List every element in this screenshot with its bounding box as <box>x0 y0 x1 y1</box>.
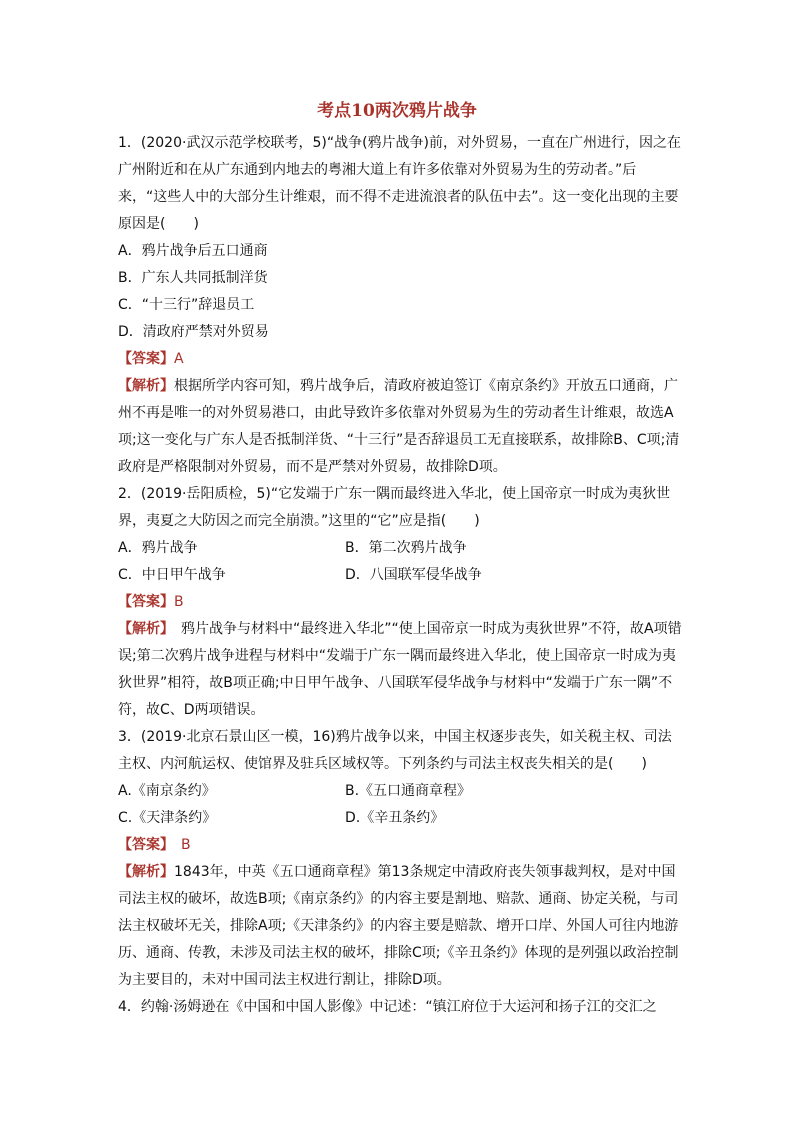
option-c: C．中日甲午战争 <box>118 567 226 583</box>
analysis-line <box>118 373 684 481</box>
analysis-line <box>118 859 684 994</box>
analysis-label: 【解析】 <box>118 621 167 637</box>
answer-line <box>118 346 684 373</box>
analysis-label: 【解析】 <box>118 864 174 880</box>
question-stem: 1．(2020·武汉示范学校联考，5)“战争(鸦片战争)前，对外贸易，一直在广州进行，因之在广州附近和在从广东通到内地去的粤湘大道上有许多依靠对外贸易为生的劳动者。”后来，“这些人中的大部分生计维艰，而不得不走进流浪者的队伍中去”。这一变化出现的主要原因是( ) <box>118 135 681 232</box>
answer-label: 【答案】 <box>118 351 174 367</box>
answer-value: A <box>174 351 184 367</box>
analysis-line <box>118 616 684 724</box>
option-d: D．清政府严禁对外贸易 <box>118 324 269 340</box>
question-2 <box>118 481 684 724</box>
option-row <box>118 778 684 805</box>
question-stem: 2．(2019·岳阳质检，5)“它发端于广东一隅而最终进入华北，使上国帝京一时成为夷狄世界，夷夏之大防因之而完全崩溃。”这里的“它”应是指( ) <box>118 486 671 529</box>
option-a: A.《南京条约》 <box>118 783 216 799</box>
analysis-text: 1843年，中英《五口通商章程》第13条规定中清政府丧失领事裁判权，是对中国司法主权的破坏，故选B项;《南京条约》的内容主要是割地、赔款、通商、协定关税，与司法主权破坏无关，排除A项;《天津条约》的内容主要是赔款、增开口岸、外国人可往内地游历、通商、传教，未涉及司法主权的破坏，排除C项;《辛丑条约》体现的是列强以政治控制为主要目的，未对中国司法主权进行割让，排除D项。 <box>118 864 679 988</box>
answer-label: 【答案】 <box>118 594 174 610</box>
analysis-text: 根据所学内容可知，鸦片战争后，清政府被迫签订《南京条约》开放五口通商，广州不再是唯一的对外贸易港口，由此导致许多依靠对外贸易为生的劳动者生计维艰，故选A项;这一变化与广东人是否抵制洋货、“十三行”是否辞退员工无直接联系，故排除B、C项;清政府是严格限制对外贸易，而不是严禁对外贸易，故排除D项。 <box>118 378 680 475</box>
question-1 <box>118 130 684 481</box>
option-b: B．广东人共同抵制洋货 <box>118 270 268 286</box>
analysis-text: 鸦片战争与材料中“最终进入华北”“使上国帝京一时成为夷狄世界”不符，故A项错误;第二次鸦片战争进程与材料中“发端于广东一隅而最终进入华北，使上国帝京一时成为夷狄世界”相符，故B项正确;中日甲午战争、八国联军侵华战争与材料中“发端于广东一隅”不符，故C、D两项错误。 <box>118 621 682 718</box>
analysis-label: 【解析】 <box>118 378 174 394</box>
option-d: D.《辛丑条约》 <box>345 810 445 826</box>
option-b: B．第二次鸦片战争 <box>345 540 467 556</box>
answer-label: 【答案】 <box>118 837 167 853</box>
question-stem: 4．约翰·汤姆逊在《中国和中国人影像》中记述：“镇江府位于大运河和扬子江的交汇之 <box>118 999 657 1015</box>
option-row <box>118 805 684 832</box>
question-3 <box>118 724 684 994</box>
document-body <box>118 130 684 1021</box>
option-b: B.《五口通商章程》 <box>345 783 472 799</box>
option-c: C.《天津条约》 <box>118 810 217 826</box>
answer-line <box>118 589 684 616</box>
question-4 <box>118 994 684 1021</box>
option-row <box>118 535 684 562</box>
answer-value: B <box>174 594 184 610</box>
answer-value: B <box>167 837 191 853</box>
option-d: D．八国联军侵华战争 <box>345 567 482 583</box>
answer-line <box>118 832 684 859</box>
option-c: C．“十三行”辞退员工 <box>118 297 255 313</box>
option-row <box>118 562 684 589</box>
question-stem: 3．(2019·北京石景山区一模，16)鸦片战争以来，中国主权逐步丧失，如关税主权、司法主权、内河航运权、使馆界及驻兵区域权等。下列条约与司法主权丧失相关的是( ) <box>118 729 672 772</box>
page-title: 考点10两次鸦片战争 <box>317 101 477 121</box>
option-a: A．鸦片战争后五口通商 <box>118 243 268 259</box>
option-a: A．鸦片战争 <box>118 540 198 556</box>
